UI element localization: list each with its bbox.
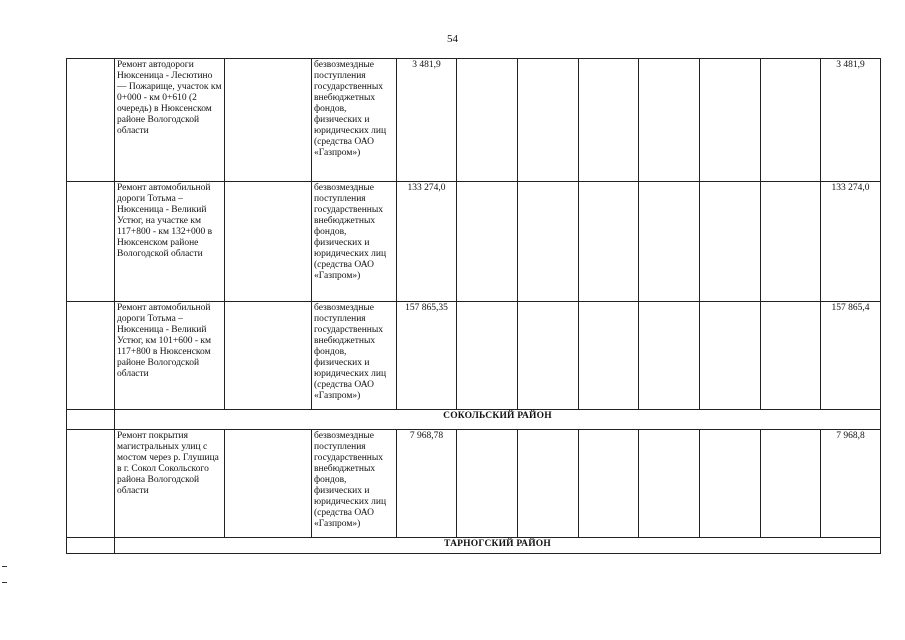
total-cell: 3 481,9 <box>821 59 881 182</box>
empty-cell <box>518 59 579 182</box>
table-row <box>67 59 881 182</box>
source-cell: безвозмездные поступления государственных внебюджетных фондов, физических и юридических лиц (средства ОАО «Газпром») <box>312 302 397 410</box>
description-cell: Ремонт автомобильной дороги Тотьма – Нюксеница - Великий Устюг, км 101+600 - км 117+800 в Нюксенском районе Вологодской области <box>115 302 225 410</box>
empty-cell <box>700 182 761 302</box>
amount-cell: 3 481,9 <box>397 59 457 182</box>
empty-cell <box>225 430 312 538</box>
empty-cell <box>639 430 700 538</box>
row-number-cell <box>67 538 115 554</box>
empty-cell <box>761 302 821 410</box>
description-cell: Ремонт автодороги Нюксеница - Лесютино — Пожарище, участок км 0+000 - км 0+610 (2 очередь) в Нюксенском районе Вологодской области <box>115 59 225 182</box>
table-row <box>67 302 881 410</box>
budget-table <box>66 58 881 554</box>
table-row <box>67 182 881 302</box>
empty-cell <box>700 302 761 410</box>
source-cell: безвозмездные поступления государственных внебюджетных фондов, физических и юридических лиц (средства ОАО «Газпром») <box>312 182 397 302</box>
empty-cell <box>457 59 518 182</box>
empty-cell <box>761 430 821 538</box>
empty-cell <box>761 182 821 302</box>
total-cell: 7 968,8 <box>821 430 881 538</box>
region-row <box>67 410 881 430</box>
margin-mark <box>2 566 7 567</box>
empty-cell <box>761 59 821 182</box>
row-number-cell <box>67 59 115 182</box>
source-cell: безвозмездные поступления государственных внебюджетных фондов, физических и юридических лиц (средства ОАО «Газпром») <box>312 430 397 538</box>
region-heading: ТАРНОГСКИЙ РАЙОН <box>115 538 881 554</box>
empty-cell <box>579 182 639 302</box>
description-cell: Ремонт покрытия магистральных улиц с мостом через р. Глушица в г. Сокол Сокольского района Вологодской области <box>115 430 225 538</box>
region-row <box>67 538 881 554</box>
empty-cell <box>579 59 639 182</box>
row-number-cell <box>67 410 115 430</box>
empty-cell <box>639 302 700 410</box>
description-cell: Ремонт автомобильной дороги Тотьма – Нюксеница - Великий Устюг, на участке км 117+800 - км 132+000 в Нюксенском районе Вологодской области <box>115 182 225 302</box>
page-number: 54 <box>447 33 458 45</box>
total-cell: 133 274,0 <box>821 182 881 302</box>
amount-cell: 7 968,78 <box>397 430 457 538</box>
empty-cell <box>579 302 639 410</box>
total-cell: 157 865,4 <box>821 302 881 410</box>
empty-cell <box>579 430 639 538</box>
empty-cell <box>457 302 518 410</box>
amount-cell: 133 274,0 <box>397 182 457 302</box>
row-number-cell <box>67 430 115 538</box>
empty-cell <box>700 59 761 182</box>
margin-mark <box>2 582 7 583</box>
region-heading: СОКОЛЬСКИЙ РАЙОН <box>115 410 881 430</box>
empty-cell <box>518 430 579 538</box>
empty-cell <box>639 182 700 302</box>
empty-cell <box>639 59 700 182</box>
empty-cell <box>225 302 312 410</box>
empty-cell <box>457 182 518 302</box>
amount-cell: 157 865,35 <box>397 302 457 410</box>
empty-cell <box>225 59 312 182</box>
table-row <box>67 430 881 538</box>
empty-cell <box>518 302 579 410</box>
row-number-cell <box>67 302 115 410</box>
empty-cell <box>457 430 518 538</box>
row-number-cell <box>67 182 115 302</box>
source-cell: безвозмездные поступления государственных внебюджетных фондов, физических и юридических лиц (средства ОАО «Газпром») <box>312 59 397 182</box>
empty-cell <box>225 182 312 302</box>
empty-cell <box>518 182 579 302</box>
empty-cell <box>700 430 761 538</box>
